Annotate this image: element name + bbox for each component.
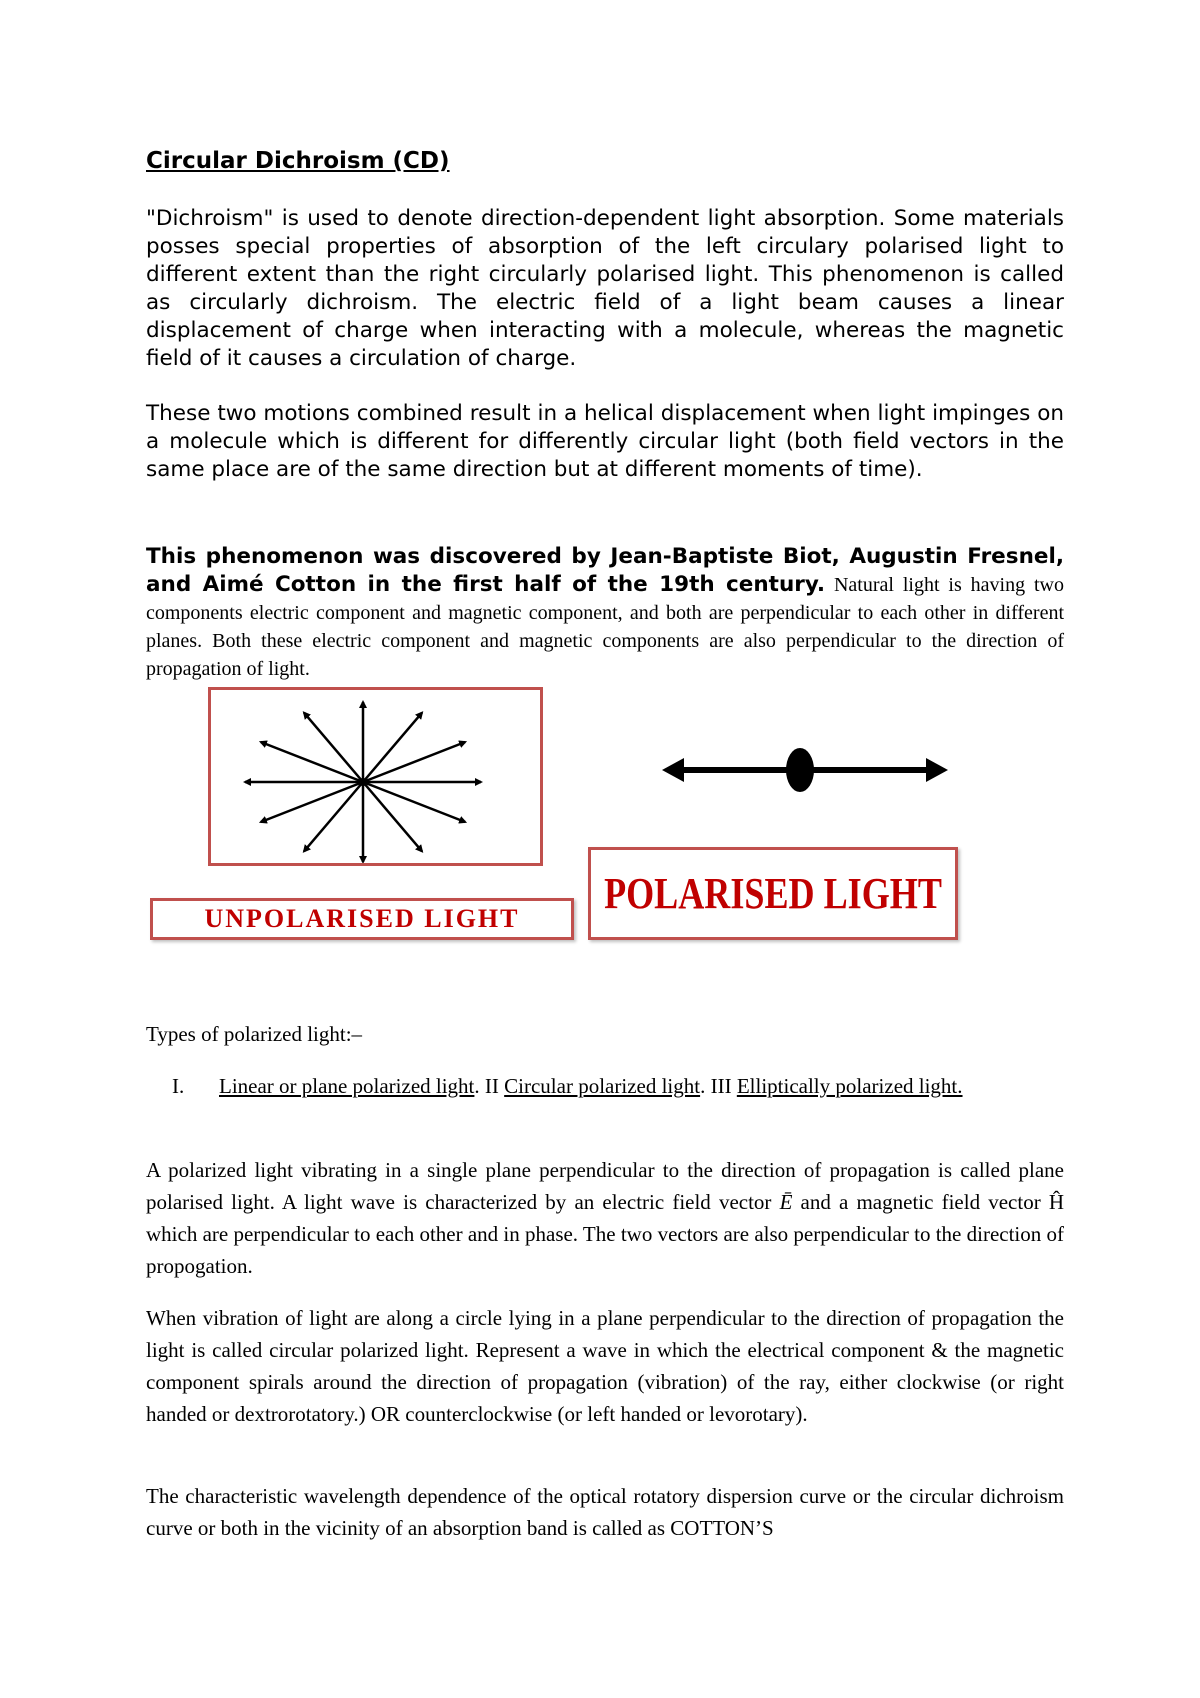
types-heading: Types of polarized light:– xyxy=(146,1022,363,1046)
document-title: Circular Dichroism (CD) xyxy=(146,148,450,174)
vector-h-symbol: Ĥ xyxy=(1048,1190,1064,1214)
unpolarised-light-diagram xyxy=(208,687,543,866)
motions-paragraph: These two motions combined result in a helical displacement when light impinges on a molecule which is different for differently circular light (both field vectors in the same place are of the same direction but at different moments of time). xyxy=(146,401,1064,482)
polarised-label-text: POLARISED LIGHT xyxy=(604,869,942,918)
unpolarised-label-text: UNPOLARISED LIGHT xyxy=(204,904,520,933)
plane-polarised-paragraph xyxy=(146,1154,1064,1282)
circular-polarised-paragraph: When vibration of light are along a circle lying in a plane perpendicular to the direction of propagation the light is called circular polarized light. Represent a wave in which the electrical component & the magnetic component spirals around the direction of propagation (vibration) of the ray, either clockwise (or right handed or dextrorotatory.) OR counterclockwise (or left handed or levorotary). xyxy=(146,1306,1064,1426)
list-marker: I. xyxy=(172,1074,185,1098)
plane-text-a: A polarized light vibrating in a single plane perpendicular to the direction of propagation is called plane polarised light. A light wave is characterized by an electric field vector xyxy=(146,1158,1064,1214)
unpolarised-ray-arrow xyxy=(261,742,363,782)
discovery-bold-text: This phenomenon was discovered by Jean-Baptiste Biot, Augustin Fresnel, and Aimé Cotton in the first half of the 19th century. xyxy=(146,544,1064,597)
unpolarised-light-label xyxy=(150,898,574,940)
type-circular: Circular polarized light xyxy=(504,1074,701,1098)
type-linear: Linear or plane polarized light xyxy=(219,1074,475,1098)
cotton-effect-paragraph: The characteristic wavelength dependence of the optical rotatory dispersion curve or the circular dichroism curve or both in the vicinity of an absorption band is called as COTTON’S xyxy=(146,1484,1064,1540)
type-elliptical: Elliptically polarized light. xyxy=(736,1074,963,1098)
type-separator-2: . III xyxy=(700,1074,737,1098)
vector-e-symbol: Ē xyxy=(779,1190,793,1214)
unpolarised-ray-arrow xyxy=(261,782,363,822)
plane-text-c: which are perpendicular to each other and in phase. The two vectors are also perpendicular to the direction of propogation. xyxy=(146,1222,1064,1278)
unpolarised-ray-arrow xyxy=(363,782,465,822)
types-list-item xyxy=(146,1070,1064,1102)
intro-paragraph: "Dichroism" is used to denote direction-dependent light absorption. Some materials posses special properties of absorption of the left circulary polarised light to different extent than the right circularly polarised light. This phenomenon is called as circularly dichroism. The electric field of a light beam causes a linear displacement of charge when interacting with a molecule, whereas the magnetic field of it causes a circulation of charge. xyxy=(146,206,1064,371)
polarised-light-double-arrow-icon xyxy=(660,740,950,800)
type-separator-1: . II xyxy=(474,1074,505,1098)
unpolarised-star-icon xyxy=(211,690,540,863)
discovery-normal-text: Natural light is having two components electric component and magnetic component, and both are perpendicular to each other in different planes. Both these electric component and magnetic components are also perpendicular to the direction of propagation of light. xyxy=(146,574,1065,680)
unpolarised-ray-arrow xyxy=(363,742,465,782)
polarised-light-label xyxy=(588,847,958,940)
types-list-body xyxy=(219,1070,1064,1102)
plane-text-b: and a magnetic field vector xyxy=(792,1190,1049,1214)
discovery-paragraph xyxy=(146,543,1064,683)
